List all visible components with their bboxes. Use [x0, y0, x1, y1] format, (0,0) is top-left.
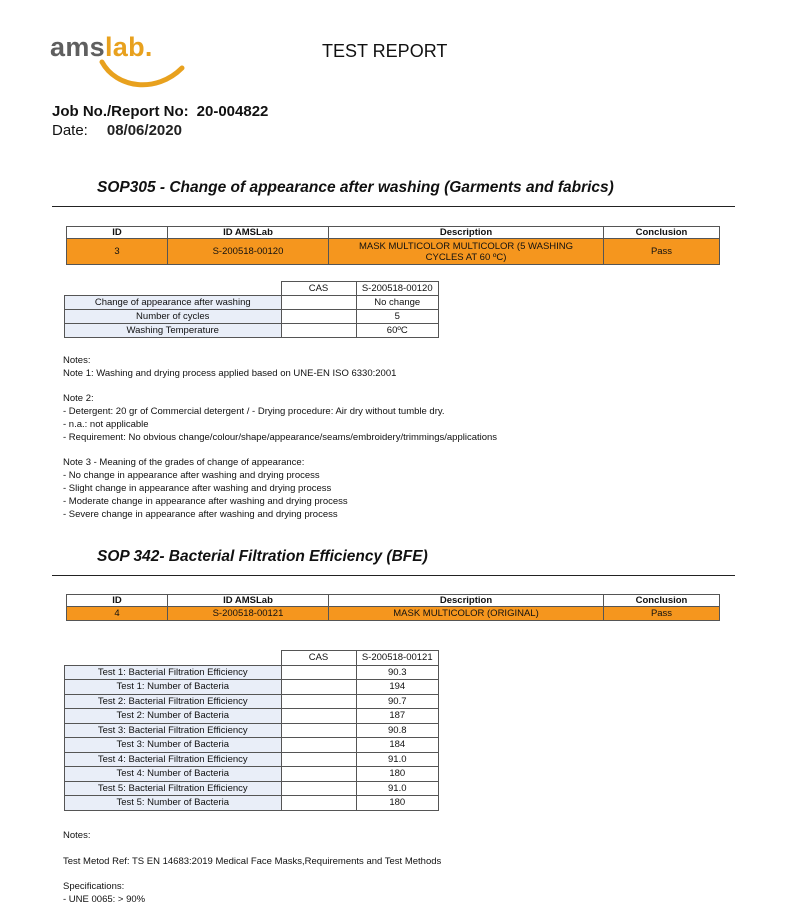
cas-cell [281, 767, 356, 782]
row-label: Test 5: Bacterial Filtration Efficiency [65, 781, 282, 796]
cas-cell [281, 723, 356, 738]
table-row [65, 694, 439, 709]
value-cell: 90.3 [356, 665, 439, 680]
description-line-1: MASK MULTICOLOR MULTICOLOR (5 WASHING [358, 240, 574, 252]
section1-summary-table [66, 226, 720, 265]
table-row [65, 709, 439, 724]
note-line [63, 868, 441, 881]
value-cell: 5 [356, 310, 439, 324]
amslab-logo [50, 28, 190, 90]
cas-cell [281, 694, 356, 709]
cas-cell [281, 796, 356, 811]
note-line: - n.a.: not applicable [63, 418, 149, 430]
job-number-label: Job No./Report No: [52, 103, 189, 120]
note-line [63, 381, 497, 394]
table-row [65, 296, 439, 310]
value-cell: 180 [356, 767, 439, 782]
note-line: - Detergent: 20 gr of Commercial detergent / - Drying procedure: Air dry without tumble dry. [63, 406, 445, 418]
row-label: Test 4: Bacterial Filtration Efficiency [65, 752, 282, 767]
table-row [65, 796, 439, 811]
row-label: Test 2: Number of Bacteria [65, 709, 282, 724]
cell-description [329, 239, 604, 265]
cell-id-amslab: S-200518-00120 [168, 239, 329, 265]
report-title: TEST REPORT [322, 41, 448, 61]
value-cell: 194 [356, 680, 439, 695]
cas-cell [281, 310, 356, 324]
table-header-row [65, 282, 439, 296]
value-cell: No change [356, 296, 439, 310]
table-row [65, 723, 439, 738]
column-header-id-amslab: ID AMSLab [168, 595, 329, 607]
value-cell: 184 [356, 738, 439, 753]
row-label: Number of cycles [65, 310, 282, 324]
description-line-2: CYCLES AT 60 ºC) [425, 251, 507, 263]
table-row [65, 680, 439, 695]
value-cell: 91.0 [356, 781, 439, 796]
section1-divider [52, 206, 735, 207]
column-header-conclusion: Conclusion [604, 227, 720, 239]
cell-id-amslab: S-200518-00121 [168, 607, 329, 621]
cas-cell [281, 296, 356, 310]
cas-cell [281, 709, 356, 724]
note-line: Note 1: Washing and drying process applied based on UNE-EN ISO 6330:2001 [63, 367, 397, 379]
row-label: Test 1: Bacterial Filtration Efficiency [65, 665, 282, 680]
column-header-sample: S-200518-00120 [356, 282, 439, 296]
table-header-row [65, 651, 439, 666]
row-label: Test 3: Bacterial Filtration Efficiency [65, 723, 282, 738]
section1-notes [63, 355, 497, 521]
note-line: Note 2: [63, 393, 94, 405]
value-cell: 91.0 [356, 752, 439, 767]
table-row [65, 781, 439, 796]
section1-results-table [64, 281, 439, 338]
table-header-row [67, 595, 720, 607]
cas-cell [281, 680, 356, 695]
value-cell: 60ºC [356, 324, 439, 338]
date-line [52, 122, 182, 139]
section2-title: SOP 342- Bacterial Filtration Efficiency (BFE) [97, 548, 428, 565]
cell-id: 3 [67, 239, 168, 265]
table-header-row [67, 227, 720, 239]
logo-text-lab: lab. [104, 32, 153, 62]
note-line: - Severe change in appearance after washing and drying process [63, 508, 338, 520]
row-label: Test 1: Number of Bacteria [65, 680, 282, 695]
value-cell: 180 [356, 796, 439, 811]
logo-text-ams: ams [50, 32, 105, 62]
value-cell: 90.7 [356, 694, 439, 709]
column-header-id: ID [67, 595, 168, 607]
row-label: Washing Temperature [65, 324, 282, 338]
column-header-cas: CAS [281, 282, 356, 296]
column-header-description: Description [329, 595, 604, 607]
section2-notes [63, 830, 441, 907]
note-line [63, 445, 497, 458]
date-value: 08/06/2020 [106, 122, 182, 139]
cell-conclusion: Pass [604, 239, 720, 265]
row-label: Change of appearance after washing [65, 296, 282, 310]
row-label: Test 4: Number of Bacteria [65, 767, 282, 782]
column-header-description: Description [329, 227, 604, 239]
table-row [65, 752, 439, 767]
note-line: Note 3 - Meaning of the grades of change of appearance: [63, 457, 305, 469]
cas-cell [281, 781, 356, 796]
note-line: - Moderate change in appearance after washing and drying process [63, 495, 348, 507]
row-label: Test 5: Number of Bacteria [65, 796, 282, 811]
date-label: Date: [52, 122, 88, 139]
note-line [63, 843, 441, 856]
note-line: - UNE 0065: > 90% [63, 893, 146, 905]
table-row [65, 310, 439, 324]
column-header-id: ID [67, 227, 168, 239]
cas-cell [281, 738, 356, 753]
section2-summary-table [66, 594, 720, 621]
column-header-cas: CAS [281, 651, 356, 666]
column-header-id-amslab: ID AMSLab [168, 227, 329, 239]
section2-results-table [64, 650, 439, 811]
note-line: Notes: [63, 355, 91, 366]
job-number-line [52, 103, 268, 120]
note-line: Notes: [63, 830, 91, 841]
value-cell: 187 [356, 709, 439, 724]
cell-conclusion: Pass [604, 607, 720, 621]
cell-description: MASK MULTICOLOR (ORIGINAL) [329, 607, 604, 621]
note-line: Test Metod Ref: TS EN 14683:2019 Medical Face Masks,Requirements and Test Methods [63, 855, 442, 867]
value-cell: 90.8 [356, 723, 439, 738]
row-label: Test 2: Bacterial Filtration Efficiency [65, 694, 282, 709]
column-header-sample: S-200518-00121 [356, 651, 439, 666]
section1-title: SOP305 - Change of appearance after washing (Garments and fabrics) [97, 179, 614, 196]
table-row [67, 239, 720, 265]
note-line: - Slight change in appearance after washing and drying process [63, 482, 332, 494]
table-row [65, 665, 439, 680]
cell-id: 4 [67, 607, 168, 621]
job-number-value: 20-004822 [196, 103, 269, 120]
note-line: Specifications: [63, 881, 125, 893]
cas-cell [281, 665, 356, 680]
table-row [65, 767, 439, 782]
table-row [65, 324, 439, 338]
table-row [65, 738, 439, 753]
column-header-conclusion: Conclusion [604, 595, 720, 607]
row-label: Test 3: Number of Bacteria [65, 738, 282, 753]
note-line: - Requirement: No obvious change/colour/shape/appearance/seams/embroidery/trimmings/applications [63, 431, 498, 443]
logo-swoosh-icon [98, 58, 188, 92]
logo-wordmark [50, 34, 153, 61]
table-row [67, 607, 720, 621]
section2-divider [52, 575, 735, 576]
note-line: - No change in appearance after washing and drying process [63, 470, 320, 482]
cas-cell [281, 324, 356, 338]
cas-cell [281, 752, 356, 767]
